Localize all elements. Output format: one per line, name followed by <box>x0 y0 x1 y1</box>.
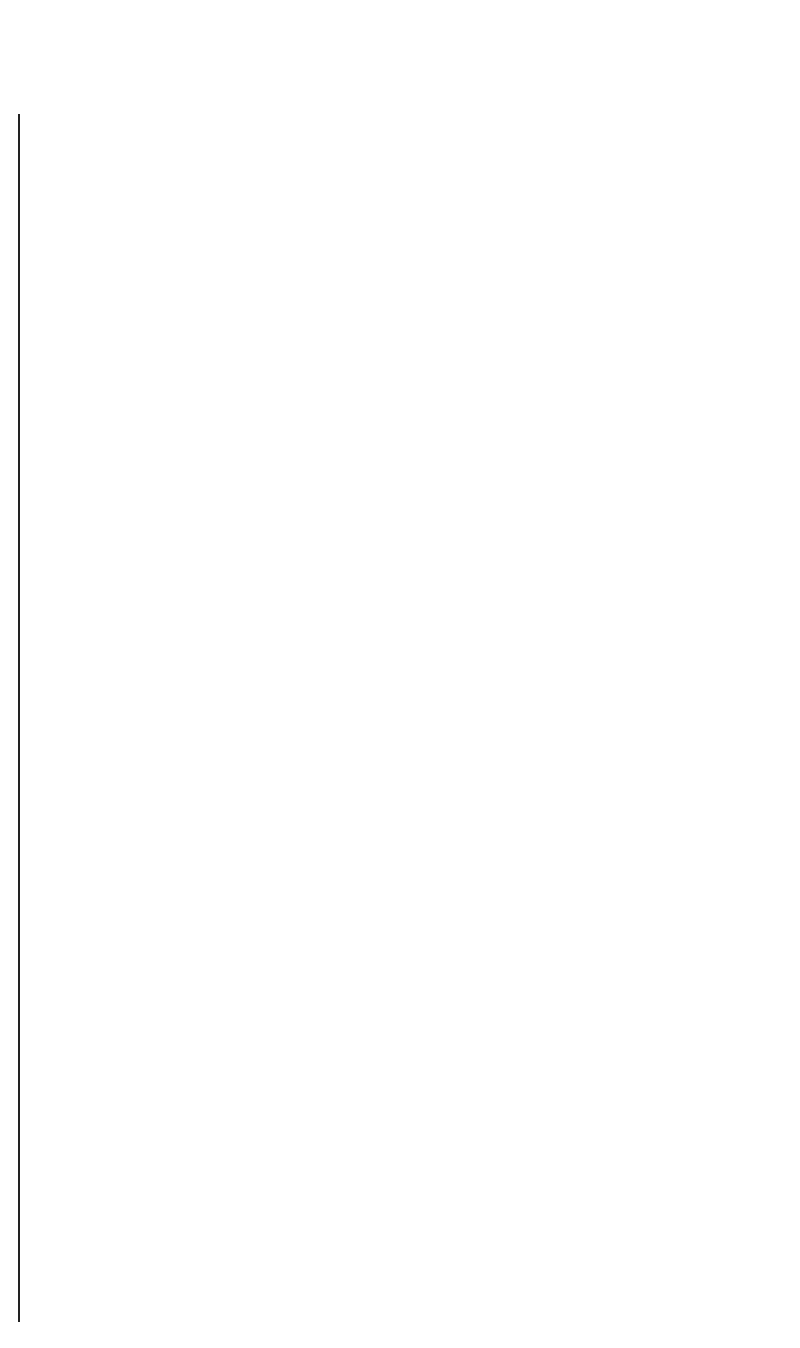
table-frame <box>18 114 796 1322</box>
